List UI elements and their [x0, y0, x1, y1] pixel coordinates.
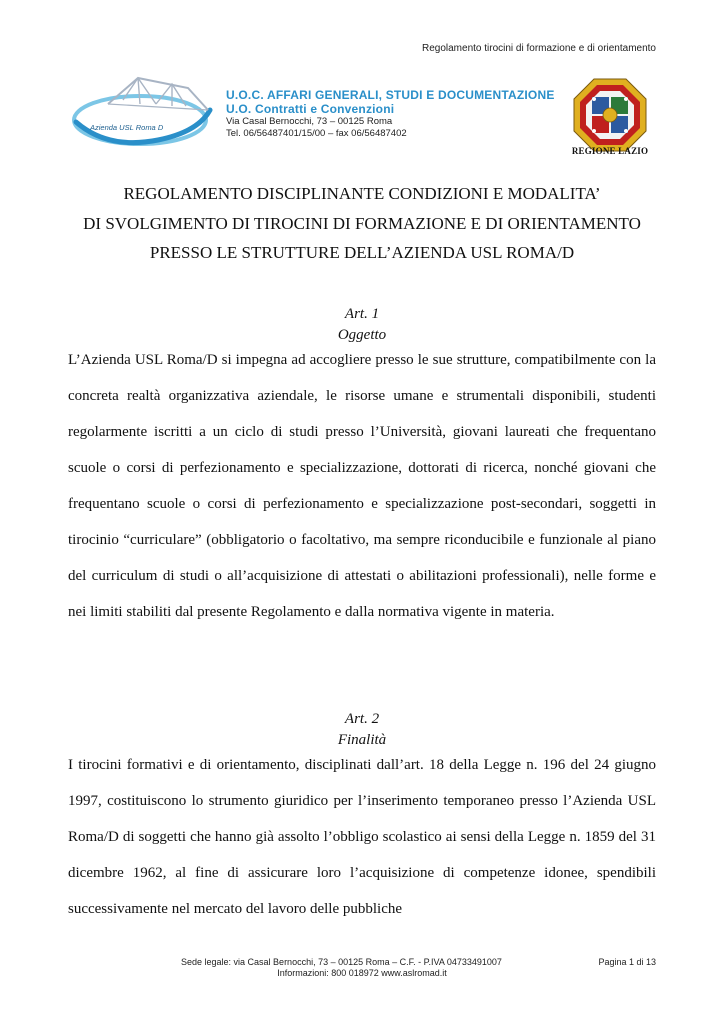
article-2 — [68, 709, 656, 927]
article-number: Art. 2 — [344, 711, 380, 727]
org-header — [226, 88, 555, 140]
regione-lazio-emblem — [572, 77, 648, 153]
title-line-1: REGOLAMENTO DISCIPLINANTE CONDIZIONI E MODALITA’ — [123, 184, 601, 203]
title-line-3: PRESSO LE STRUTTURE DELL’AZIENDA USL ROMA/D — [149, 243, 575, 262]
region-label: REGIONE LAZIO — [571, 146, 649, 156]
article-text: L’Azienda USL Roma/D si impegna ad accogliere presso le sue strutture, compatibilmente con la concreta realtà organizzativa aziendale, le risorse umane e strumentali disponibili, studenti regolarmente iscritti a un ciclo di studi presso l’Università, giovani laureati che frequentano scuole o corsi di perfezionamento e specializzazione, dottorati di ricerca, nonché giovani che frequentano scuole o corsi di perfezionamento e specializzazione post-secondari, soggetti in tirocinio “curriculare” (obbligatorio o facoltativo, ma sempre riconducibile e funzionale al piano del curriculum di studi o all’acquisizione di attestati o abilitazioni professionali), nelle forme e nei limiti stabiliti dal presente Regolamento e dalla normativa vigente in materia. — [68, 352, 656, 620]
org-address: Via Casal Bernocchi, 73 – 00125 Roma — [226, 116, 393, 127]
document-title — [0, 179, 724, 268]
footer-legal-address: Sede legale: via Casal Bernocchi, 73 – 00125 Roma – C.F. - P.IVA 04733491007 — [181, 957, 502, 967]
article-subject: Oggetto — [337, 327, 387, 343]
title-line-2: DI SVOLGIMENTO DI TIROCINI DI FORMAZIONE E DI ORIENTAMENTO — [83, 213, 641, 233]
logo-text: Azienda USL Roma D — [90, 123, 164, 132]
running-head: Regolamento tirocini di formazione e di orientamento — [421, 43, 656, 54]
article-text: I tirocini formativi e di orientamento, disciplinati dall’art. 18 della Legge n. 196 del 24 giugno 1997, costituiscono lo strumento giuridico per l’inserimento temporaneo presso l’Azienda USL Roma/D di soggetti che hanno già assolto l’obbligo scolastico ai sensi della Legge n. 1859 del 31 dicembre 1962, al fine di assicurare loro l’acquisizione di competenze idonee, spendibili successivamente nel mercato del lavoro delle pubbliche — [68, 757, 656, 917]
org-line-2: U.O. Contratti e Convenzioni — [226, 102, 395, 116]
article-number: Art. 1 — [344, 306, 380, 322]
asl-roma-d-logo — [68, 70, 218, 148]
page-number: Pagina 1 di 13 — [598, 957, 656, 967]
article-subject: Finalità — [337, 732, 387, 748]
org-line-1: U.O.C. AFFARI GENERALI, STUDI E DOCUMENTAZIONE — [226, 88, 555, 102]
org-phone: Tel. 06/56487401/15/00 – fax 06/56487402 — [226, 128, 407, 139]
article-1 — [68, 304, 656, 630]
footer-contacts: Informazioni: 800 018972 www.aslromad.it — [277, 968, 447, 978]
